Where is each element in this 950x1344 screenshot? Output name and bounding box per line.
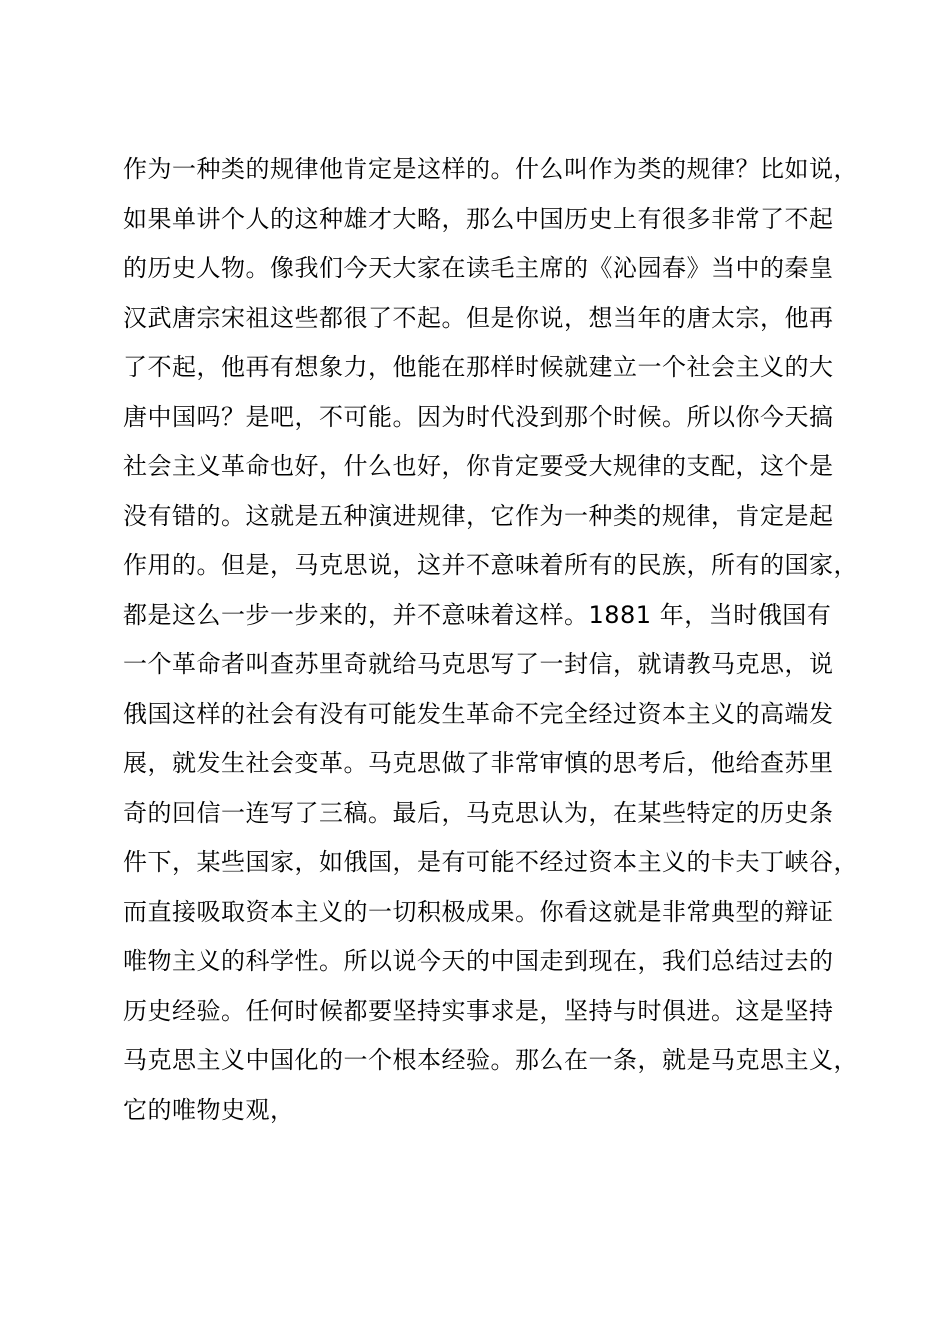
text-line: 了不起，他再有想象力，他能在那样时候就建立一个社会主义的大	[123, 353, 834, 381]
text-line: 都是这么一步一步来的，并不意味着这样。1881 年，当时俄国有	[123, 600, 832, 629]
text-line: 如果单讲个人的这种雄才大略，那么中国历史上有很多非常了不起	[123, 204, 834, 233]
text-line: 的历史人物。像我们今天大家在读毛主席的《沁园春》当中的秦皇	[123, 254, 834, 282]
text-line: 社会主义革命也好，什么也好，你肯定要受大规律的支配，这个是	[123, 452, 834, 480]
text-line: 作用的。但是，马克思说，这并不意味着所有的民族，所有的国家，	[123, 551, 858, 579]
text-line: 唐中国吗？是吧，不可能。因为时代没到那个时候。所以你今天搞	[123, 402, 834, 431]
text-line: 俄国这样的社会有没有可能发生革命不完全经过资本主义的高端发	[123, 699, 834, 728]
text-line: 而直接吸取资本主义的一切积极成果。你看这就是非常典型的辩证	[123, 897, 834, 926]
text-line: 历史经验。任何时候都要坚持实事求是，坚持与时俱进。这是坚持	[123, 996, 834, 1025]
text-line: 汉武唐宗宋祖这些都很了不起。但是你说，想当年的唐太宗，他再	[123, 303, 834, 332]
text-line: 奇的回信一连写了三稿。最后，马克思认为，在某些特定的历史条	[123, 798, 834, 827]
text-line: 马克思主义中国化的一个根本经验。那么在一条，就是马克思主义，	[123, 1046, 858, 1074]
text-line: 展，就发生社会变革。马克思做了非常审慎的思考后，他给查苏里	[123, 749, 834, 777]
text-line: 件下，某些国家，如俄国，是有可能不经过资本主义的卡夫丁峡谷，	[123, 848, 858, 876]
text-line: 作为一种类的规律他肯定是这样的。什么叫作为类的规律？比如说，	[123, 155, 858, 183]
text-line: 没有错的。这就是五种演进规律，它作为一种类的规律，肯定是起	[123, 501, 834, 530]
text-line: 它的唯物史观，	[123, 1095, 295, 1124]
text-line: 一个革命者叫查苏里奇就给马克思写了一封信，就请教马克思，说	[123, 650, 834, 678]
text-line: 唯物主义的科学性。所以说今天的中国走到现在，我们总结过去的	[123, 947, 834, 975]
body-paragraph	[123, 145, 858, 1135]
